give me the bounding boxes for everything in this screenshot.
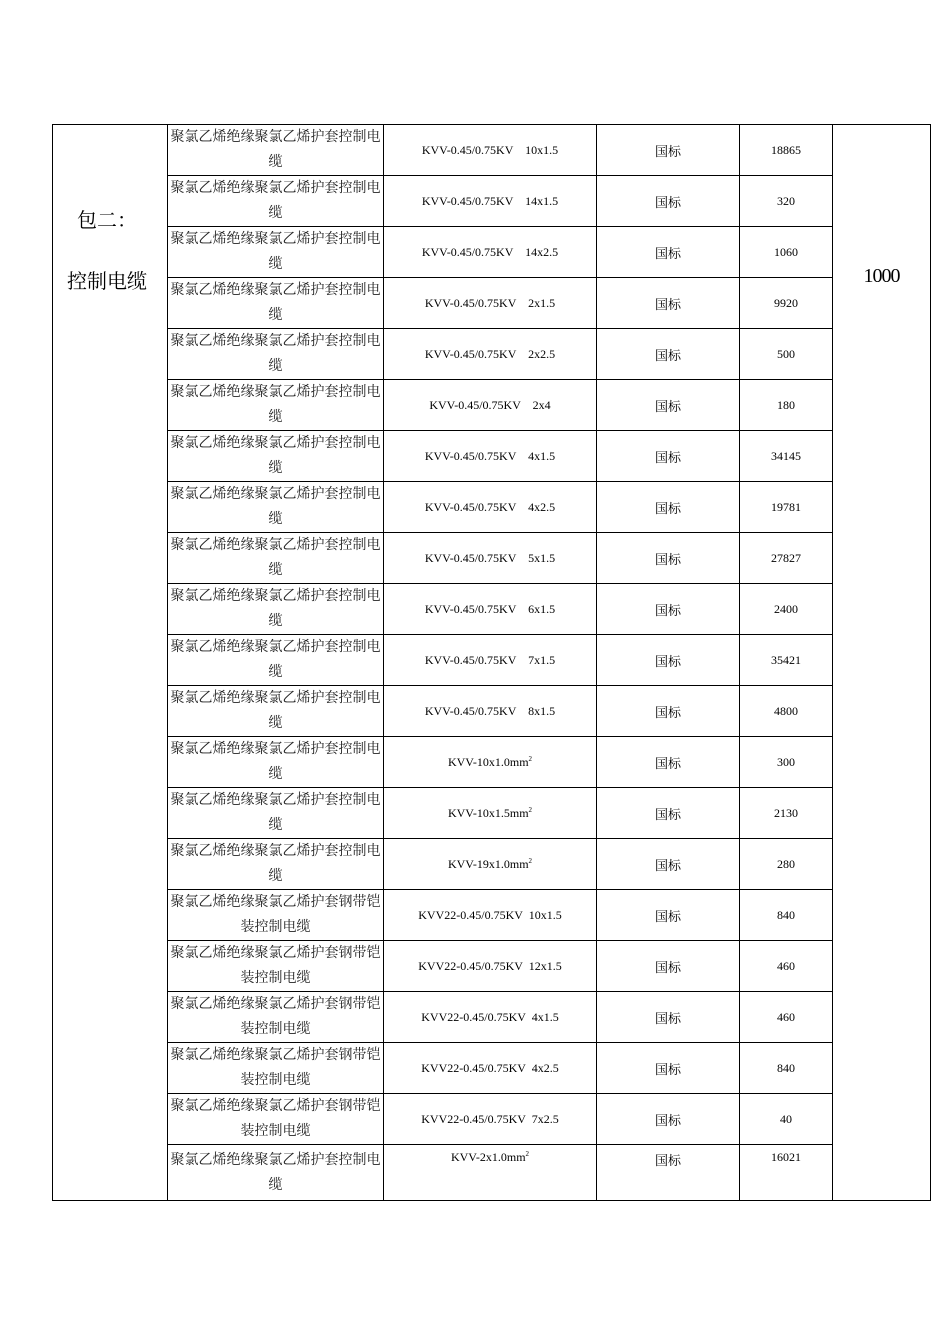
cable-name-cell: 聚氯乙烯绝缘聚氯乙烯护套控制电缆 — [168, 278, 384, 329]
table-row — [53, 584, 931, 635]
cable-model-cell — [384, 788, 597, 839]
cable-model-text: KVV-19x1.0mm — [447, 856, 529, 871]
cable-model-text: KVV-0.45/0.75KV 4x2.5 — [424, 499, 556, 514]
quantity-cell: 9920 — [740, 278, 833, 329]
table-row — [53, 329, 931, 380]
cable-name-cell: 聚氯乙烯绝缘聚氯乙烯护套控制电缆 — [168, 788, 384, 839]
cable-model-cell — [384, 278, 597, 329]
cable-model-cell — [384, 482, 597, 533]
cable-model-cell — [384, 890, 597, 941]
standard-cell: 国标 — [597, 227, 740, 278]
table-row — [53, 686, 931, 737]
cable-model-text: KVV-0.45/0.75KV 14x1.5 — [421, 193, 559, 208]
quantity-cell: 500 — [740, 329, 833, 380]
table-row — [53, 176, 931, 227]
table-row — [53, 227, 931, 278]
standard-cell: 国标 — [597, 890, 740, 941]
cable-name-cell: 聚氯乙烯绝缘聚氯乙烯护套控制电缆 — [168, 533, 384, 584]
quantity-cell: 300 — [740, 737, 833, 788]
standard-cell: 国标 — [597, 482, 740, 533]
table-row — [53, 1094, 931, 1145]
standard-cell: 国标 — [597, 992, 740, 1043]
standard-cell: 国标 — [597, 380, 740, 431]
cable-model-text: KVV-0.45/0.75KV 10x1.5 — [421, 142, 559, 157]
cable-model-cell — [384, 992, 597, 1043]
cable-model-text: KVV-0.45/0.75KV 2x4 — [429, 397, 551, 412]
quantity-cell: 27827 — [740, 533, 833, 584]
standard-cell: 国标 — [597, 737, 740, 788]
cable-name-cell: 聚氯乙烯绝缘聚氯乙烯护套控制电缆 — [168, 176, 384, 227]
cable-model-text: KVV-0.45/0.75KV 14x2.5 — [421, 244, 559, 259]
cable-name-cell: 聚氯乙烯绝缘聚氯乙烯护套钢带铠装控制电缆 — [168, 941, 384, 992]
cable-model-text: KVV22-0.45/0.75KV 4x1.5 — [421, 1009, 559, 1024]
cable-name-cell: 聚氯乙烯绝缘聚氯乙烯护套钢带铠装控制电缆 — [168, 1043, 384, 1094]
standard-cell: 国标 — [597, 941, 740, 992]
table-row — [53, 278, 931, 329]
table-row — [53, 890, 931, 941]
cable-model-text: KVV-0.45/0.75KV 7x1.5 — [424, 652, 556, 667]
cable-model-cell — [384, 329, 597, 380]
table-row — [53, 533, 931, 584]
standard-cell: 国标 — [597, 278, 740, 329]
standard-cell: 国标 — [597, 1043, 740, 1094]
cable-model-text: KVV-0.45/0.75KV 2x1.5 — [424, 295, 556, 310]
cable-name-cell: 聚氯乙烯绝缘聚氯乙烯护套控制电缆 — [168, 125, 384, 176]
quantity-cell: 18865 — [740, 125, 833, 176]
standard-cell: 国标 — [597, 686, 740, 737]
cable-model-text: KVV-0.45/0.75KV 4x1.5 — [424, 448, 556, 463]
cable-model-cell — [384, 737, 597, 788]
cable-model-cell — [384, 431, 597, 482]
cable-model-text: KVV22-0.45/0.75KV 7x2.5 — [421, 1111, 559, 1126]
table-row — [53, 941, 931, 992]
quantity-cell: 280 — [740, 839, 833, 890]
quantity-cell: 16021 — [740, 1145, 833, 1201]
cable-name-cell: 聚氯乙烯绝缘聚氯乙烯护套控制电缆 — [168, 431, 384, 482]
standard-cell: 国标 — [597, 176, 740, 227]
unit-superscript: 2 — [528, 856, 533, 865]
cable-model-cell — [384, 1094, 597, 1145]
quantity-cell: 840 — [740, 890, 833, 941]
unit-superscript: 2 — [528, 754, 533, 763]
quantity-cell: 19781 — [740, 482, 833, 533]
cable-model-text: KVV-0.45/0.75KV 6x1.5 — [424, 601, 556, 616]
package-label: 包二： — [77, 208, 137, 232]
cable-name-cell: 聚氯乙烯绝缘聚氯乙烯护套控制电缆 — [168, 227, 384, 278]
quantity-cell: 180 — [740, 380, 833, 431]
cable-model-text: KVV-0.45/0.75KV 8x1.5 — [424, 703, 556, 718]
quantity-cell: 34145 — [740, 431, 833, 482]
table-row — [53, 431, 931, 482]
quantity-cell: 2130 — [740, 788, 833, 839]
standard-cell: 国标 — [597, 1145, 740, 1201]
standard-cell: 国标 — [597, 329, 740, 380]
cable-model-cell — [384, 380, 597, 431]
cable-model-cell — [384, 635, 597, 686]
table-row — [53, 635, 931, 686]
quantity-cell: 40 — [740, 1094, 833, 1145]
quantity-cell: 1060 — [740, 227, 833, 278]
cable-name-cell: 聚氯乙烯绝缘聚氯乙烯护套控制电缆 — [168, 380, 384, 431]
cable-model-text: KVV-0.45/0.75KV 2x2.5 — [424, 346, 556, 361]
cable-model-cell — [384, 941, 597, 992]
cable-name-cell: 聚氯乙烯绝缘聚氯乙烯护套钢带铠装控制电缆 — [168, 890, 384, 941]
table-row — [53, 1145, 931, 1201]
cable-model-text: KVV-10x1.0mm — [447, 754, 529, 769]
cable-model-cell — [384, 686, 597, 737]
cable-name-cell: 聚氯乙烯绝缘聚氯乙烯护套控制电缆 — [168, 1145, 384, 1201]
cable-name-cell: 聚氯乙烯绝缘聚氯乙烯护套控制电缆 — [168, 737, 384, 788]
unit-superscript: 2 — [525, 1150, 530, 1158]
cable-model-cell — [384, 839, 597, 890]
unit-superscript: 2 — [528, 805, 533, 814]
cable-name-cell: 聚氯乙烯绝缘聚氯乙烯护套钢带铠装控制电缆 — [168, 992, 384, 1043]
cable-model-text: KVV-2x1.0mm — [450, 1150, 526, 1164]
standard-cell: 国标 — [597, 533, 740, 584]
standard-cell: 国标 — [597, 584, 740, 635]
package-value-cell — [833, 125, 931, 1201]
cable-model-cell — [384, 1043, 597, 1094]
table-body — [53, 125, 931, 1201]
quantity-cell: 460 — [740, 941, 833, 992]
standard-cell: 国标 — [597, 839, 740, 890]
standard-cell: 国标 — [597, 1094, 740, 1145]
cable-model-cell — [384, 584, 597, 635]
table-row — [53, 380, 931, 431]
standard-cell: 国标 — [597, 635, 740, 686]
cable-model-text: KVV22-0.45/0.75KV 10x1.5 — [418, 907, 562, 922]
table-row — [53, 788, 931, 839]
cable-table — [52, 124, 931, 1201]
cable-name-cell: 聚氯乙烯绝缘聚氯乙烯护套控制电缆 — [168, 635, 384, 686]
quantity-cell: 460 — [740, 992, 833, 1043]
table-row — [53, 1043, 931, 1094]
quantity-cell: 840 — [740, 1043, 833, 1094]
cable-model-text: KVV22-0.45/0.75KV 4x2.5 — [421, 1060, 559, 1075]
package-value: 1000 — [863, 265, 900, 287]
table-row — [53, 482, 931, 533]
cable-model-cell — [384, 125, 597, 176]
quantity-cell: 35421 — [740, 635, 833, 686]
quantity-cell: 320 — [740, 176, 833, 227]
cable-name-cell: 聚氯乙烯绝缘聚氯乙烯护套控制电缆 — [168, 482, 384, 533]
table-row — [53, 992, 931, 1043]
cable-model-cell — [384, 227, 597, 278]
cable-name-cell: 聚氯乙烯绝缘聚氯乙烯护套控制电缆 — [168, 686, 384, 737]
quantity-cell: 2400 — [740, 584, 833, 635]
cable-name-cell: 聚氯乙烯绝缘聚氯乙烯护套控制电缆 — [168, 839, 384, 890]
cable-name-cell: 聚氯乙烯绝缘聚氯乙烯护套钢带铠装控制电缆 — [168, 1094, 384, 1145]
cable-model-cell — [384, 176, 597, 227]
table-row — [53, 839, 931, 890]
cable-name-cell: 聚氯乙烯绝缘聚氯乙烯护套控制电缆 — [168, 584, 384, 635]
quantity-cell: 4800 — [740, 686, 833, 737]
package-cell — [53, 125, 168, 1201]
cable-model-text: KVV22-0.45/0.75KV 12x1.5 — [418, 958, 562, 973]
table-row — [53, 737, 931, 788]
cable-model-text: KVV-0.45/0.75KV 5x1.5 — [424, 550, 556, 565]
package-category: 控制电缆 — [67, 269, 147, 293]
cable-model-cell — [384, 533, 597, 584]
cable-model-cell — [384, 1145, 597, 1201]
cable-name-cell: 聚氯乙烯绝缘聚氯乙烯护套控制电缆 — [168, 329, 384, 380]
standard-cell: 国标 — [597, 125, 740, 176]
table-row — [53, 125, 931, 176]
cable-model-text: KVV-10x1.5mm — [447, 805, 529, 820]
standard-cell: 国标 — [597, 788, 740, 839]
standard-cell: 国标 — [597, 431, 740, 482]
